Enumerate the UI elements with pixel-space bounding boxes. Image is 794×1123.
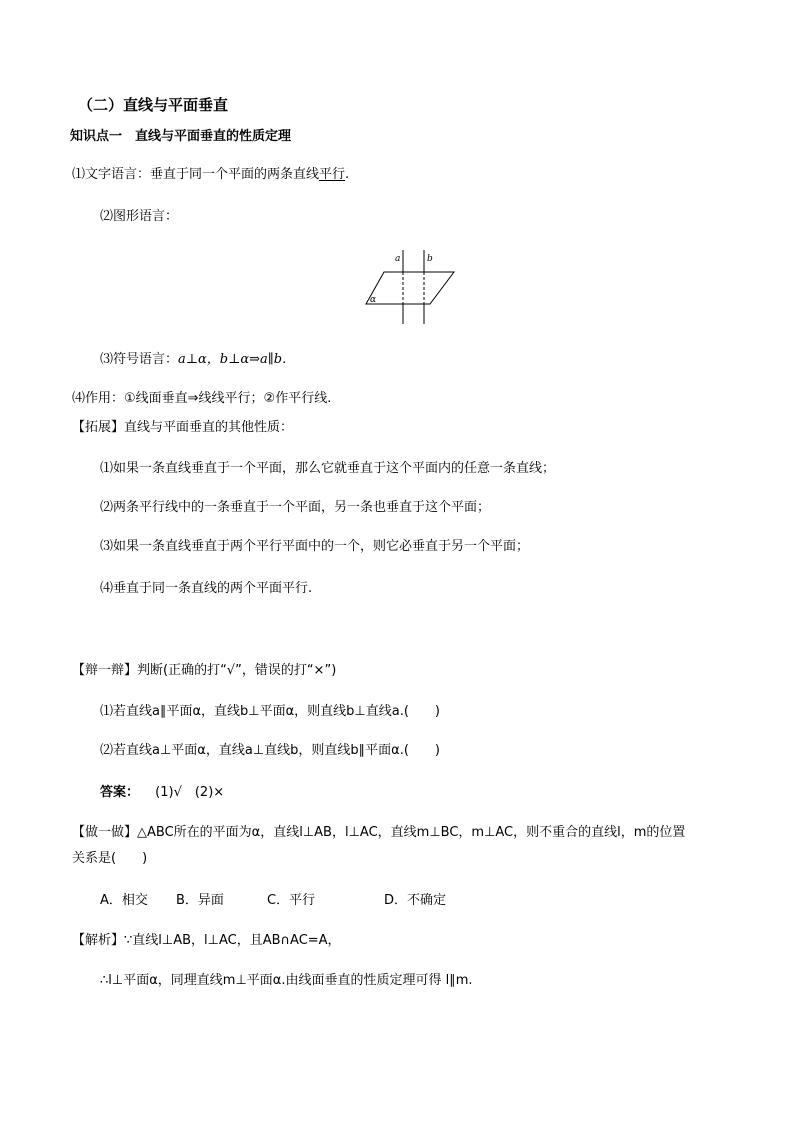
practice-question-line: 【做一做】△ABC所在的平面为α，直线l⊥AB，l⊥AC，直线m⊥BC，m⊥AC，则不重合的直线l，m的位置: [72, 825, 686, 840]
option-a: A．相交: [100, 893, 148, 908]
label-b: b: [427, 254, 433, 264]
item-text-underlined: 平行: [319, 167, 346, 182]
knowledge-point-title: 知识点一 直线与平面垂直的性质定理: [70, 129, 292, 144]
extension-item: ⑷垂直于同一条直线的两个平面平行.: [100, 581, 313, 596]
extension-item: ⑴如果一条直线垂直于一个平面，那么它就垂直于这个平面内的任意一条直线；: [100, 461, 556, 476]
option-c: C．平行: [267, 893, 316, 908]
item-symbol-prefix: ⑶符号语言：: [100, 352, 179, 367]
answer-label: 答案：: [100, 785, 140, 800]
item-symbol-language: [100, 351, 286, 369]
answer-line: [100, 784, 224, 802]
item-symbol-math: a⊥α，b⊥α⇒a∥b.: [178, 352, 287, 367]
extension-title: 【拓展】直线与平面垂直的其他性质：: [72, 420, 294, 435]
analysis-line: ∴l⊥平面α，同理直线m⊥平面α.由线面垂直的性质定理可得 l∥m.: [100, 973, 473, 988]
item-text-suffix: .: [345, 167, 350, 182]
item-function: ⑷作用：①线面垂直⇒线线平行；②作平行线.: [72, 391, 332, 406]
debate-item: ⑵若直线a⊥平面α，直线a⊥直线b，则直线b∥平面α.( ): [100, 743, 440, 758]
extension-item: ⑶如果一条直线垂直于两个平行平面中的一个，则它必垂直于另一个平面；: [100, 539, 530, 554]
item-text-language: [72, 166, 349, 184]
debate-title: 【辩一辩】判断(正确的打“√”，错误的打“×”): [72, 663, 337, 678]
item-graphic-language: ⑵图形语言：: [100, 209, 179, 224]
analysis-line: 【解析】∵直线l⊥AB，l⊥AC，且AB∩AC=A，: [72, 933, 341, 948]
item-text-prefix: ⑴文字语言：垂直于同一个平面的两条直线: [72, 167, 320, 182]
practice-question-line: 关系是( ): [72, 851, 148, 866]
plane-alpha-shape: [366, 272, 454, 304]
section-title: （二）直线与平面垂直: [78, 96, 229, 114]
debate-item: ⑴若直线a∥平面α，直线b⊥平面α，则直线b⊥直线a.( ): [100, 704, 440, 719]
option-b: B．异面: [176, 893, 224, 908]
answer-text: (1)√ (2)×: [155, 785, 225, 800]
label-a: a: [395, 254, 401, 264]
option-d: D．不确定: [384, 893, 447, 908]
extension-item: ⑵两条平行线中的一条垂直于一个平面，另一条也垂直于这个平面；: [100, 500, 491, 515]
plane-perpendicular-figure: [360, 244, 460, 326]
label-alpha: α: [370, 295, 377, 305]
